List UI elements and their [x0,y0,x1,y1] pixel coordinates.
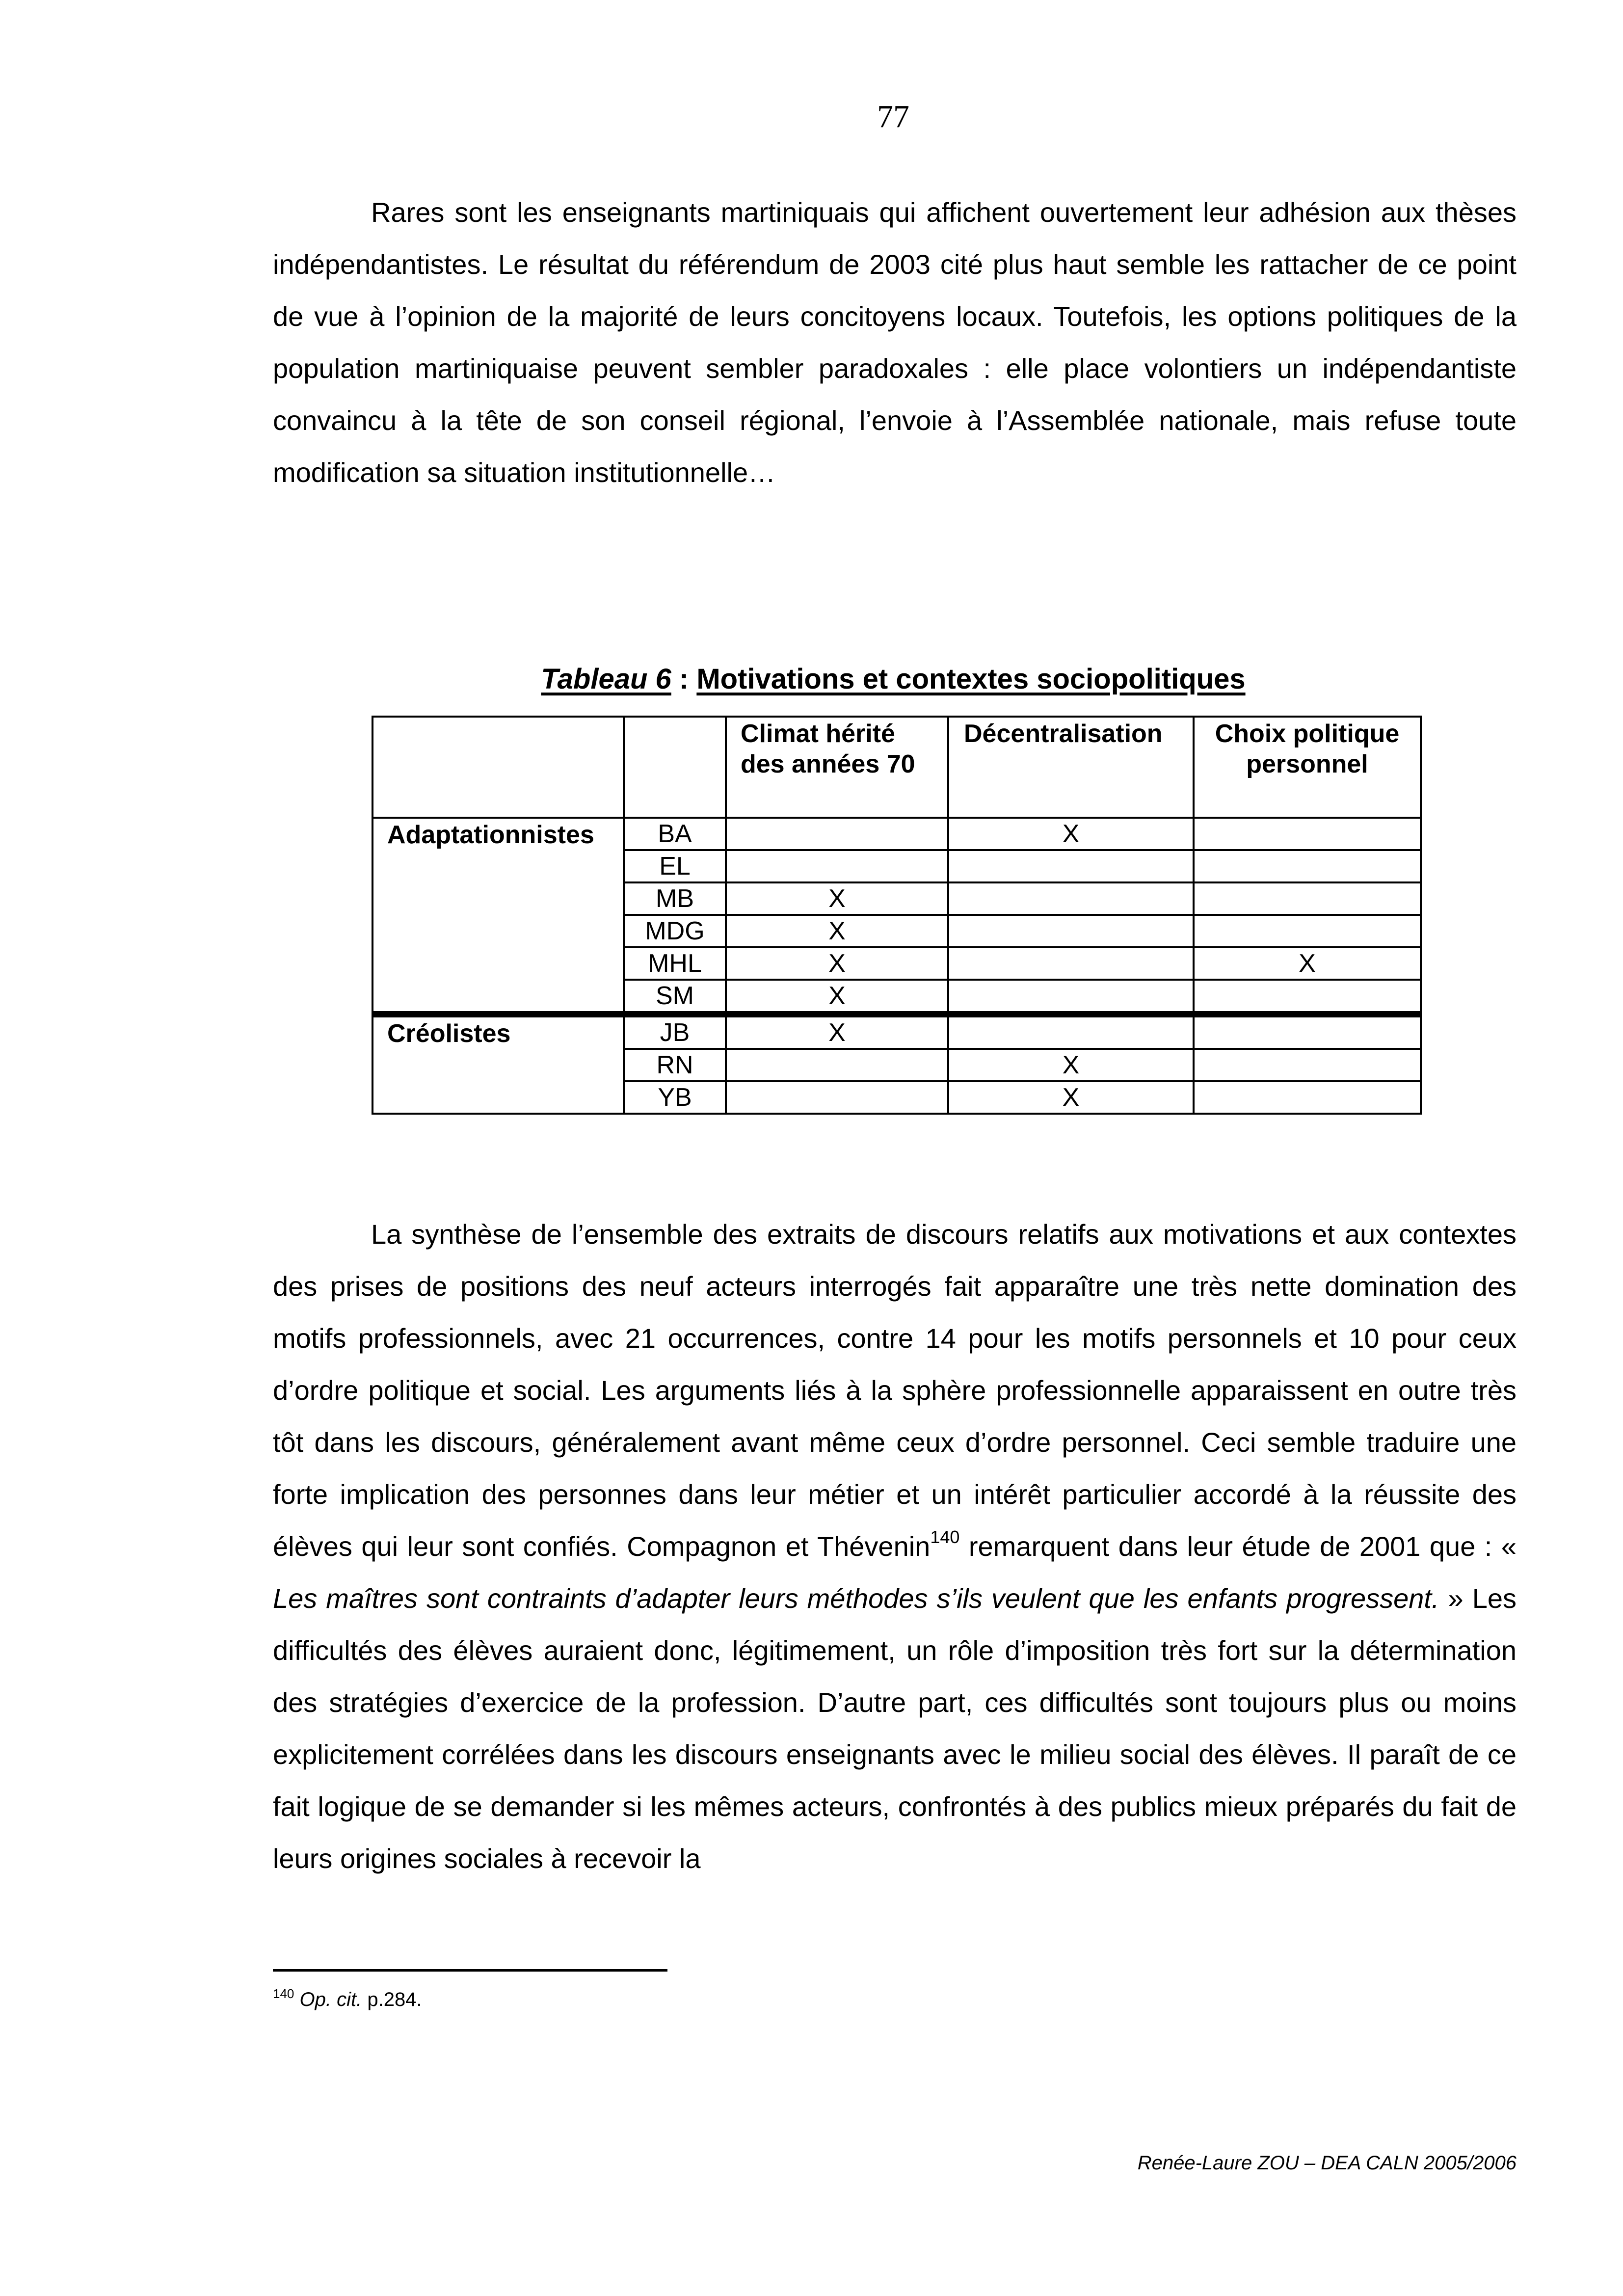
group-label: Créolistes [372,1015,624,1114]
header-empty-code [624,717,726,818]
table-caption-separator: : [671,663,697,695]
footnote-number: 140 [273,1986,294,2001]
quotation: Les maîtres sont contraints d’adapter leurs méthodes s’ils veulent que les enfants progressent. [273,1583,1439,1614]
cell-choix [1194,1015,1421,1049]
header-empty-group [372,717,624,818]
group-label: Adaptationnistes [372,818,624,1015]
paragraph-1 [273,187,1517,499]
cell-decentralisation [948,850,1194,882]
cell-decentralisation [948,882,1194,915]
cell-climat [726,818,948,850]
cell-decentralisation [948,947,1194,980]
cell-climat: X [726,980,948,1015]
header-climat: Climat hérité des années 70 [726,717,948,818]
table-label: Tableau 6 [541,663,671,695]
footnote-source: Op. cit. [299,1989,362,2010]
table-row [372,818,1421,850]
page-footer: Renée-Laure ZOU – DEA CALN 2005/2006 [1137,2152,1517,2174]
table-title: Motivations et contextes sociopolitiques [696,663,1246,695]
cell-decentralisation: X [948,818,1194,850]
paragraph-1-text: Rares sont les enseignants martiniquais qui affichent ouvertement leur adhésion aux thèses indépendantistes. Le résultat du référendum de 2003 cité plus haut semble les rattacher de ce point de vue à l’opinion de la majorité de leurs concitoyens locaux. Toutefois, les options politiques de la population martiniquaise peuvent sembler paradoxales : elle place volontiers un indépendantiste convaincu à la tête de son conseil régional, l’envoie à l’Assemblée nationale, mais refuse toute modification sa situation institutionnelle… [273,197,1517,488]
cell-choix [1194,980,1421,1015]
row-code: RN [624,1049,726,1081]
paragraph-2 [273,1208,1517,1885]
table-row [372,1015,1421,1049]
cell-decentralisation: X [948,1081,1194,1114]
row-code: SM [624,980,726,1015]
cell-climat [726,1049,948,1081]
cell-choix [1194,915,1421,947]
row-code: MHL [624,947,726,980]
table-header-row [372,717,1421,818]
cell-climat [726,1081,948,1114]
cell-decentralisation [948,915,1194,947]
cell-decentralisation: X [948,1049,1194,1081]
row-code: YB [624,1081,726,1114]
page-number: 77 [877,99,909,134]
paragraph-2-part1: La synthèse de l’ensemble des extraits de discours relatifs aux motivations et aux contextes des prises de positions des neuf acteurs interrogés fait apparaître une très nette domination des motifs professionnels, avec 21 occurrences, contre 14 pour les motifs personnels et 10 pour ceux d’ordre politique et social. Les arguments liés à la sphère professionnelle apparaissent en outre très tôt dans les discours, généralement avant même ceux d’ordre personnel. Ceci semble traduire une forte implication des personnes dans leur métier et un intérêt particulier accordé à la réussite des élèves qui leur sont confiés. Compagnon et Thévenin [273,1219,1517,1562]
cell-climat [726,850,948,882]
header-choix-politique: Choix politique personnel [1194,717,1421,818]
footnote-page: p.284. [362,1989,422,2010]
cell-climat: X [726,947,948,980]
footnote-separator [273,1969,667,1972]
cell-choix [1194,1081,1421,1114]
row-code: EL [624,850,726,882]
header-decentralisation: Décentralisation [948,717,1194,818]
cell-climat: X [726,915,948,947]
footnote [273,1986,422,2011]
cell-decentralisation [948,1015,1194,1049]
cell-choix [1194,1049,1421,1081]
footnote-reference[interactable]: 140 [930,1527,960,1547]
cell-climat: X [726,882,948,915]
row-code: JB [624,1015,726,1049]
paragraph-2-part3: » Les difficultés des élèves auraient donc, légitimement, un rôle d’imposition très fort sur la détermination des stratégies d’exercice de la profession. D’autre part, ces difficultés sont toujours plus ou moins explicitement corrélées dans les discours enseignants avec le milieu social des élèves. Il paraît de ce fait logique de se demander si les mêmes acteurs, confrontés à des publics mieux préparés du fait de leurs origines sociales à recevoir la [273,1583,1517,1874]
cell-choix: X [1194,947,1421,980]
row-code: MDG [624,915,726,947]
cell-choix [1194,818,1421,850]
paragraph-2-part2: remarquent dans leur étude de 2001 que : « [959,1531,1517,1562]
cell-choix [1194,850,1421,882]
cell-choix [1194,882,1421,915]
table-caption [0,663,1623,695]
row-code: BA [624,818,726,850]
motivations-table [372,716,1422,1115]
cell-decentralisation [948,980,1194,1015]
cell-climat: X [726,1015,948,1049]
row-code: MB [624,882,726,915]
